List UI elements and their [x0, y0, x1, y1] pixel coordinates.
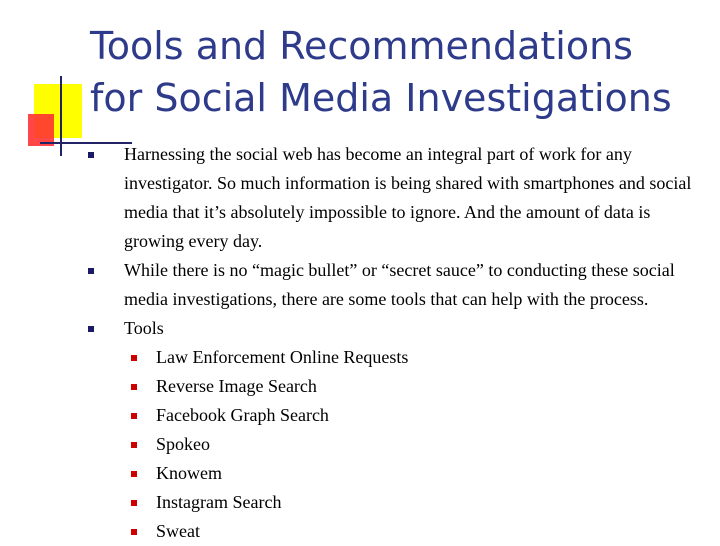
tool-text: Reverse Image Search — [156, 376, 317, 396]
sub-bullet-marker-icon — [131, 355, 137, 361]
tool-item — [124, 401, 710, 430]
bullet-text: While there is no “magic bullet” or “secret sauce” to conducting these social media investigations, there are some tools that can help with the process. — [124, 260, 675, 309]
bullet-text: Harnessing the social web has become an integral part of work for any investigator. So much information is being shared with smartphones and social media that it’s absolutely impossible to ignore. And the amount of data is growing every day. — [124, 144, 692, 251]
tool-text: Facebook Graph Search — [156, 405, 329, 425]
bullet-marker-icon — [88, 152, 94, 158]
sub-bullet-marker-icon — [131, 413, 137, 419]
bullet-list — [85, 140, 710, 546]
tool-text: Spokeo — [156, 434, 210, 454]
bullet-marker-icon — [88, 326, 94, 332]
tool-text: Knowem — [156, 463, 222, 483]
sub-bullet-marker-icon — [131, 442, 137, 448]
slide-title — [90, 20, 710, 124]
tool-text: Instagram Search — [156, 492, 282, 512]
tool-text: Law Enforcement Online Requests — [156, 347, 409, 367]
tool-item — [124, 517, 710, 546]
title-line: for Social Media Investigations — [90, 76, 672, 120]
tool-item — [124, 372, 710, 401]
bullet-text: Tools — [124, 318, 164, 338]
sub-bullet-marker-icon — [131, 471, 137, 477]
tool-item — [124, 343, 710, 372]
decor-vertical-line — [60, 76, 62, 156]
tool-item — [124, 459, 710, 488]
bullet-marker-icon — [88, 268, 94, 274]
sub-bullet-marker-icon — [131, 529, 137, 535]
tool-text: Sweat — [156, 521, 200, 541]
bullet-item — [85, 314, 710, 546]
tool-item — [124, 488, 710, 517]
tool-item — [124, 430, 710, 459]
bullet-item — [85, 256, 710, 314]
sub-bullet-marker-icon — [131, 384, 137, 390]
sub-bullet-marker-icon — [131, 500, 137, 506]
bullet-item — [85, 140, 710, 256]
tools-list — [124, 343, 710, 546]
title-line: Tools and Recommendations — [90, 24, 633, 68]
